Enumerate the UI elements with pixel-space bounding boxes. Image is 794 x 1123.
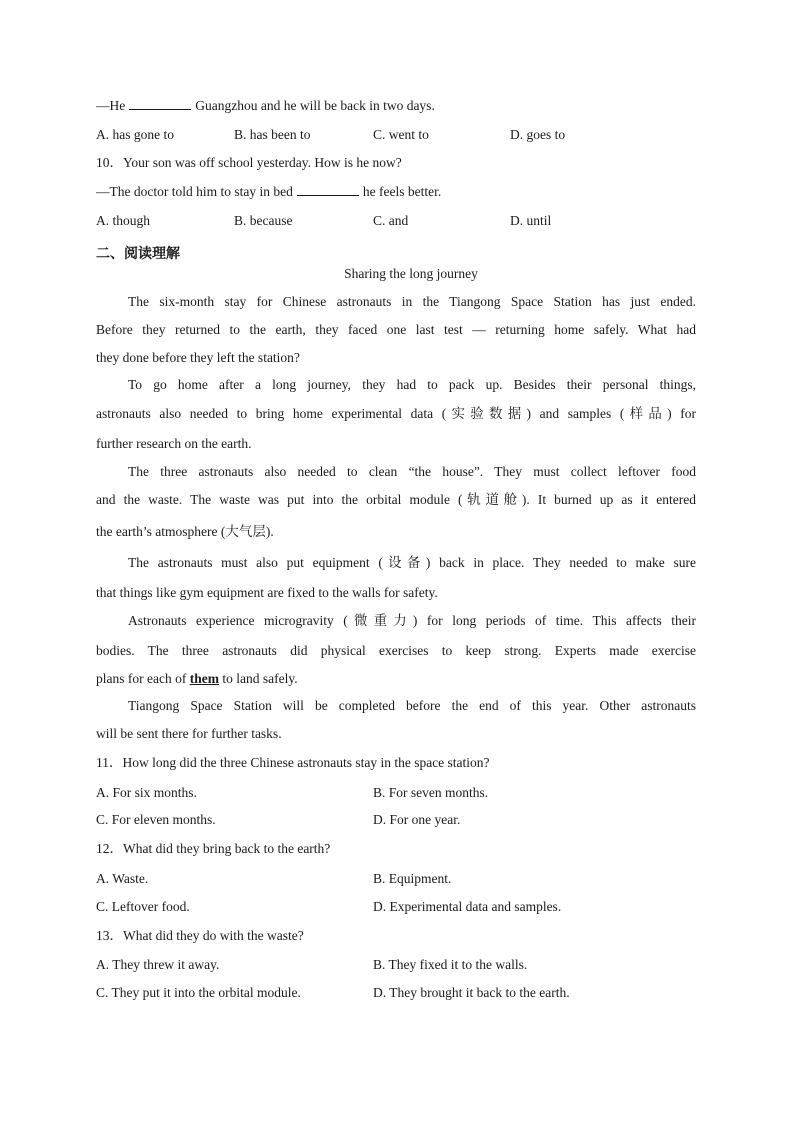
option-c: C. They put it into the orbital module. (96, 985, 301, 1000)
passage-line: plans for each of them to land safely. (96, 671, 298, 686)
passage-line: astronauts also needed to bring home experimental data (实验数据) and samples (样品) for (96, 406, 696, 421)
passage-line: The six-month stay for Chinese astronauts in the Tiangong Space Station has just ended. (128, 294, 696, 309)
option-a: A. Waste. (96, 871, 149, 886)
passage-line: they done before they left the station? (96, 350, 300, 365)
underlined-word-them: them (189, 671, 219, 686)
option-a: A. has gone to (96, 127, 174, 142)
passage-title: Sharing the long journey (344, 266, 478, 281)
option-c: C. For eleven months. (96, 812, 216, 827)
q10-line2-post: he feels better. (362, 184, 442, 199)
passage-line: and the waste. The waste was put into the orbital module (轨道舱). It burned up as it entered (96, 492, 696, 507)
option-b: B. because (234, 213, 293, 228)
q13-stem: 13．What did they do with the waste? (96, 928, 304, 943)
option-c: C. went to (373, 127, 429, 142)
option-b: B. Equipment. (373, 871, 452, 886)
option-a: A. though (96, 213, 150, 228)
passage-line: The three astronauts also needed to clean “the house”. They must collect leftover food (128, 464, 696, 479)
q11-stem: 11．How long did the three Chinese astronauts stay in the space station? (96, 755, 490, 770)
option-c: C. Leftover food. (96, 899, 190, 914)
answer-blank (297, 183, 359, 196)
passage-line: To go home after a long journey, they had to pack up. Besides their personal things, (128, 377, 696, 392)
passage-line: The astronauts must also put equipment (设备) back in place. They needed to make sure (128, 555, 696, 570)
q12-stem: 12．What did they bring back to the earth? (96, 841, 331, 856)
passage-line: will be sent there for further tasks. (96, 726, 282, 741)
q10-line2-pre: —The doctor told him to stay in bed (96, 184, 293, 199)
option-b: B. For seven months. (373, 785, 489, 800)
option-a: A. For six months. (96, 785, 197, 800)
option-d: D. Experimental data and samples. (373, 899, 562, 914)
q9-stem-pre: —He (96, 98, 126, 113)
passage-line: that things like gym equipment are fixed to the walls for safety. (96, 585, 438, 600)
option-c: C. and (373, 213, 409, 228)
q10-line2 (96, 183, 441, 201)
option-d: D. goes to (510, 127, 566, 142)
passage-line: bodies. The three astronauts did physical exercises to keep strong. Experts made exercise (96, 643, 696, 658)
passage-line: Astronauts experience microgravity (微重力) for long periods of time. This affects their (128, 613, 696, 628)
passage-line: Before they returned to the earth, they faced one last test — returning home safely. What had (96, 322, 696, 337)
option-b: B. has been to (234, 127, 311, 142)
q9-stem (96, 97, 435, 115)
option-d: D. They brought it back to the earth. (373, 985, 570, 1000)
option-a: A. They threw it away. (96, 957, 220, 972)
q9-stem-post: Guangzhou and he will be back in two days. (195, 98, 435, 113)
passage-line: Tiangong Space Station will be completed before the end of this year. Other astronauts (128, 698, 696, 713)
option-d: D. For one year. (373, 812, 461, 827)
answer-blank (129, 97, 191, 110)
passage-line: further research on the earth. (96, 436, 252, 451)
section-title: 二、阅读理解 (96, 246, 180, 262)
q10-stem: 10．Your son was off school yesterday. How is he now? (96, 155, 402, 170)
passage-line: the earth’s atmosphere (大气层). (96, 524, 274, 539)
option-d: D. until (510, 213, 552, 228)
option-b: B. They fixed it to the walls. (373, 957, 528, 972)
